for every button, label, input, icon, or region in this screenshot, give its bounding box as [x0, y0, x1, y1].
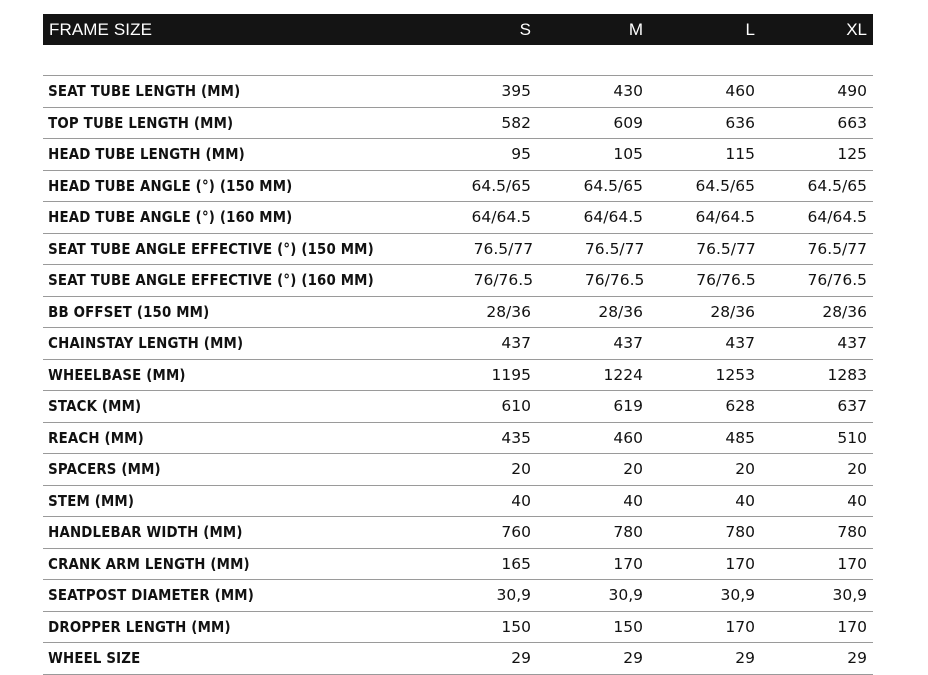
row-value-s: 582 — [501, 113, 531, 132]
table-row — [43, 360, 873, 392]
row-value-m: 430 — [613, 82, 643, 101]
table-header — [43, 14, 873, 45]
row-value-s: 395 — [501, 82, 531, 101]
row-value-m: 780 — [613, 523, 643, 542]
row-value-xl: 20 — [847, 460, 867, 479]
row-value-xl: 170 — [837, 554, 867, 573]
row-label: HEAD TUBE LENGTH (MM) — [48, 145, 245, 164]
row-value-xl: 64.5/65 — [807, 176, 867, 195]
row-value-s: 76.5/77 — [473, 239, 534, 258]
row-label: HEAD TUBE ANGLE (°) (160 MM) — [48, 208, 293, 227]
row-value-l: 170 — [725, 617, 755, 636]
row-label: HEAD TUBE ANGLE (°) (150 MM) — [48, 176, 293, 195]
row-label: SEAT TUBE ANGLE EFFECTIVE (°) (160 MM) — [48, 271, 374, 290]
row-value-xl: 40 — [847, 491, 867, 510]
row-value-m: 437 — [613, 334, 643, 353]
table-row — [43, 76, 873, 108]
row-value-l: 115 — [725, 145, 755, 164]
row-value-l: 30,9 — [720, 586, 755, 605]
row-value-s: 30,9 — [496, 586, 531, 605]
table-row — [43, 612, 873, 644]
table-row — [43, 108, 873, 140]
row-value-xl: 28/36 — [822, 302, 867, 321]
header-size-l: L — [745, 19, 755, 39]
row-value-xl: 437 — [837, 334, 867, 353]
row-label: WHEELBASE (MM) — [48, 365, 186, 384]
row-value-xl: 490 — [837, 82, 867, 101]
row-value-xl: 29 — [847, 649, 867, 668]
row-value-s: 437 — [501, 334, 531, 353]
row-value-l: 460 — [725, 82, 755, 101]
row-value-l: 20 — [735, 460, 755, 479]
row-value-m: 76.5/77 — [584, 239, 645, 258]
row-value-l: 28/36 — [710, 302, 755, 321]
row-value-m: 64.5/65 — [583, 176, 643, 195]
row-label: REACH (MM) — [48, 428, 144, 447]
row-value-s: 64.5/65 — [471, 176, 531, 195]
row-value-m: 619 — [613, 397, 643, 416]
row-label: SEATPOST DIAMETER (MM) — [48, 586, 254, 605]
row-value-m: 105 — [613, 145, 643, 164]
row-value-m: 460 — [613, 428, 643, 447]
row-value-xl: 663 — [837, 113, 867, 132]
row-value-xl: 76/76.5 — [807, 271, 868, 290]
table-row — [43, 202, 873, 234]
row-value-l: 64.5/65 — [695, 176, 755, 195]
row-label: HANDLEBAR WIDTH (MM) — [48, 523, 243, 542]
row-value-s: 76/76.5 — [473, 271, 534, 290]
row-value-l: 64/64.5 — [695, 208, 755, 227]
row-value-s: 760 — [501, 523, 531, 542]
row-value-xl: 125 — [837, 145, 867, 164]
row-value-s: 165 — [501, 554, 531, 573]
header-size-m: M — [628, 19, 643, 39]
row-value-s: 28/36 — [486, 302, 531, 321]
row-value-l: 485 — [725, 428, 755, 447]
table-row — [43, 549, 873, 581]
row-value-m: 1224 — [603, 365, 643, 384]
row-value-l: 170 — [725, 554, 755, 573]
table-row — [43, 580, 873, 612]
header-size-s: S — [519, 19, 531, 39]
table-row — [43, 328, 873, 360]
row-label: STACK (MM) — [48, 397, 142, 416]
row-value-m: 29 — [623, 649, 643, 668]
row-label: WHEEL SIZE — [48, 649, 141, 668]
table-row — [43, 391, 873, 423]
table-row — [43, 234, 873, 266]
row-value-m: 170 — [613, 554, 643, 573]
row-label: SEAT TUBE LENGTH (MM) — [48, 82, 241, 101]
table-row — [43, 486, 873, 518]
row-value-l: 628 — [725, 397, 755, 416]
row-value-xl: 64/64.5 — [807, 208, 867, 227]
row-value-m: 28/36 — [598, 302, 643, 321]
row-label: DROPPER LENGTH (MM) — [48, 617, 231, 636]
row-value-s: 95 — [511, 145, 531, 164]
row-label: BB OFFSET (150 MM) — [48, 302, 210, 321]
table-row — [43, 454, 873, 486]
row-value-l: 1253 — [715, 365, 755, 384]
row-value-m: 76/76.5 — [584, 271, 645, 290]
row-value-s: 1195 — [491, 365, 531, 384]
row-value-s: 40 — [511, 491, 531, 510]
row-value-s: 20 — [511, 460, 531, 479]
table-row — [43, 297, 873, 329]
table-row — [43, 643, 873, 675]
row-value-s: 435 — [501, 428, 531, 447]
row-value-s: 610 — [501, 397, 531, 416]
table-row — [43, 171, 873, 203]
row-value-m: 40 — [623, 491, 643, 510]
header-spacer — [43, 45, 873, 76]
row-value-m: 609 — [613, 113, 643, 132]
table-row — [43, 265, 873, 297]
row-value-xl: 170 — [837, 617, 867, 636]
row-value-s: 64/64.5 — [471, 208, 531, 227]
row-label: SEAT TUBE ANGLE EFFECTIVE (°) (150 MM) — [48, 239, 374, 258]
row-value-s: 150 — [501, 617, 531, 636]
row-value-l: 76.5/77 — [696, 239, 756, 258]
row-label: CHAINSTAY LENGTH (MM) — [48, 334, 244, 353]
row-value-m: 20 — [623, 460, 643, 479]
row-value-s: 29 — [511, 649, 531, 668]
table-row — [43, 517, 873, 549]
row-value-l: 76/76.5 — [696, 271, 756, 290]
row-value-l: 29 — [735, 649, 755, 668]
row-value-xl: 780 — [837, 523, 867, 542]
row-value-l: 780 — [725, 523, 755, 542]
header-label-frame-size: FRAME SIZE — [49, 19, 153, 39]
row-value-xl: 637 — [837, 397, 867, 416]
row-value-l: 636 — [725, 113, 755, 132]
row-value-m: 150 — [613, 617, 643, 636]
row-label: STEM (MM) — [48, 491, 135, 510]
row-value-m: 64/64.5 — [583, 208, 643, 227]
geometry-table — [43, 14, 873, 675]
row-value-xl: 1283 — [827, 365, 867, 384]
header-size-xl: XL — [846, 19, 867, 39]
table-row — [43, 139, 873, 171]
table-row — [43, 423, 873, 455]
row-value-xl: 76.5/77 — [807, 239, 868, 258]
row-label: SPACERS (MM) — [48, 460, 161, 479]
row-value-l: 437 — [725, 334, 755, 353]
row-value-xl: 30,9 — [832, 586, 867, 605]
row-value-l: 40 — [735, 491, 755, 510]
row-value-m: 30,9 — [608, 586, 643, 605]
table-body — [43, 76, 873, 675]
row-label: CRANK ARM LENGTH (MM) — [48, 554, 250, 573]
row-value-xl: 510 — [837, 428, 867, 447]
row-label: TOP TUBE LENGTH (MM) — [48, 113, 234, 132]
